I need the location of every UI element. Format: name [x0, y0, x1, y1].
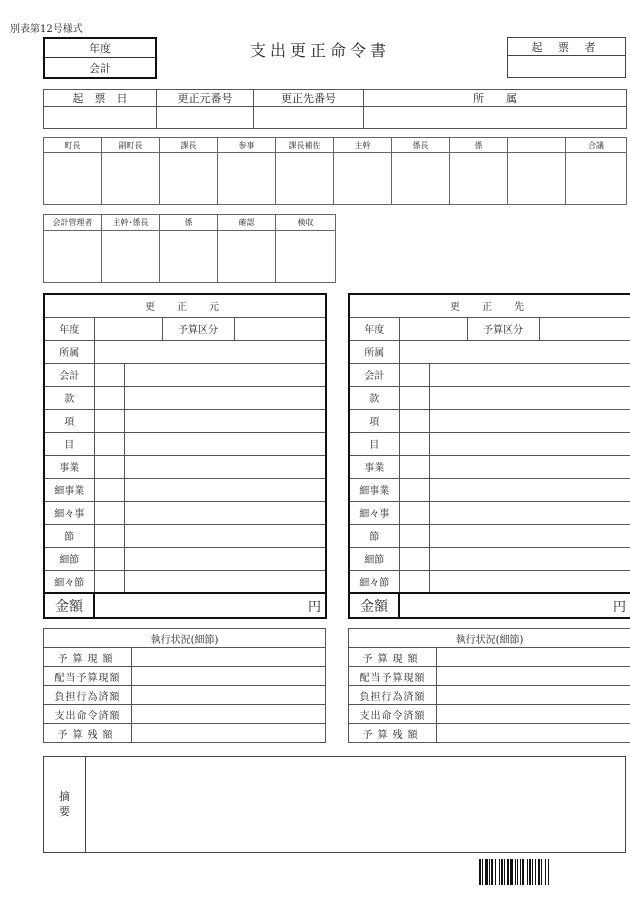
name-field[interactable]: [124, 501, 326, 524]
stamp-cell[interactable]: [44, 153, 102, 205]
accounting-header-chief: 主幹･係長: [102, 215, 160, 231]
budget-current-label: 予算現額: [44, 648, 132, 667]
year-label: 年度: [349, 317, 399, 340]
name-field[interactable]: [429, 570, 630, 593]
stamp-cell[interactable]: [276, 153, 334, 205]
stamp-cell[interactable]: [218, 153, 276, 205]
document-title: 支出更正命令書: [249, 41, 390, 60]
code-field[interactable]: [94, 501, 124, 524]
row-label-project: 事業: [44, 455, 94, 478]
approval-header-mayor: 町長: [44, 138, 102, 153]
row-label-setsu: 節: [44, 524, 94, 547]
allocated-budget-label: 配当予算現額: [349, 667, 437, 686]
budget-remaining-field[interactable]: [437, 724, 630, 743]
row-label-subsubproject: 細々事: [44, 501, 94, 524]
execution-status-source-table: [43, 628, 326, 743]
approval-header-consultation: 合議: [566, 138, 627, 153]
info-header-draft-date: 起 票 日: [44, 90, 157, 107]
year-field[interactable]: [399, 317, 467, 340]
stamp-cell[interactable]: [160, 153, 218, 205]
row-label-saisetsu: 細節: [44, 547, 94, 570]
payment-order-label: 支出命令済額: [44, 705, 132, 724]
code-field[interactable]: [399, 501, 429, 524]
code-field[interactable]: [94, 570, 124, 593]
allocated-budget-field[interactable]: [132, 667, 326, 686]
row-label-kou: 項: [349, 409, 399, 432]
row-label-setsu: 節: [349, 524, 399, 547]
name-field[interactable]: [124, 409, 326, 432]
commitment-label: 負担行為済額: [349, 686, 437, 705]
stamp-cell[interactable]: [334, 153, 392, 205]
accounting-header-confirm: 確認: [218, 215, 276, 231]
name-field[interactable]: [124, 386, 326, 409]
stamp-cell[interactable]: [450, 153, 508, 205]
budget-category-label: 予算区分: [162, 317, 234, 340]
budget-current-label: 予算現額: [349, 648, 437, 667]
name-field[interactable]: [429, 363, 630, 386]
allocated-budget-label: 配当予算現額: [44, 667, 132, 686]
accounting-header-staff: 係: [160, 215, 218, 231]
year-field[interactable]: [94, 317, 162, 340]
name-field[interactable]: [124, 363, 326, 386]
payment-order-field[interactable]: [132, 705, 326, 724]
name-field[interactable]: [124, 547, 326, 570]
stamp-cell[interactable]: [392, 153, 450, 205]
name-field[interactable]: [429, 455, 630, 478]
year-label: 年度: [45, 39, 155, 58]
execution-destination-title: 執行状況(細節): [349, 629, 630, 648]
execution-source-title: 執行状況(細節): [44, 629, 326, 648]
affiliation-label: 所属: [44, 340, 94, 363]
accounting-stamp-table: [43, 214, 336, 283]
stamp-cell[interactable]: [566, 153, 627, 205]
budget-remaining-label: 予算残額: [349, 724, 437, 743]
code-field[interactable]: [94, 432, 124, 455]
row-label-kou: 項: [44, 409, 94, 432]
row-label-subproject: 細事業: [349, 478, 399, 501]
budget-current-field[interactable]: [437, 648, 630, 667]
name-field[interactable]: [429, 547, 630, 570]
affiliation-field[interactable]: [94, 340, 326, 363]
name-field[interactable]: [429, 501, 630, 524]
approval-header-subsection-chief: 係長: [392, 138, 450, 153]
stamp-cell[interactable]: [160, 231, 218, 283]
commitment-label: 負担行為済額: [44, 686, 132, 705]
code-field[interactable]: [399, 570, 429, 593]
row-label-subsubproject: 細々事: [349, 501, 399, 524]
code-field[interactable]: [94, 409, 124, 432]
code-field[interactable]: [399, 363, 429, 386]
name-field[interactable]: [429, 478, 630, 501]
row-label-moku: 目: [349, 432, 399, 455]
remarks-field[interactable]: [86, 757, 625, 852]
stamp-cell[interactable]: [218, 231, 276, 283]
name-field[interactable]: [429, 432, 630, 455]
approval-header-assistant-chief: 課長補佐: [276, 138, 334, 153]
remarks-label-char: 摘: [59, 790, 70, 804]
budget-category-label: 予算区分: [467, 317, 539, 340]
name-field[interactable]: [124, 455, 326, 478]
amount-field[interactable]: [399, 593, 630, 618]
approval-header-chief-officer: 主幹: [334, 138, 392, 153]
row-label-account: 会計: [44, 363, 94, 386]
budget-current-field[interactable]: [132, 648, 326, 667]
approval-header-blank: [508, 138, 566, 153]
amount-label: 金額: [349, 593, 399, 618]
approval-header-staff: 係: [450, 138, 508, 153]
code-field[interactable]: [399, 409, 429, 432]
accounting-header-manager: 会計管理者: [44, 215, 102, 231]
stamp-cell[interactable]: [102, 153, 160, 205]
code-field[interactable]: [399, 455, 429, 478]
approval-stamp-table: [43, 137, 627, 205]
stamp-cell[interactable]: [44, 231, 102, 283]
row-label-saisaisetsu: 細々節: [349, 570, 399, 593]
approval-header-counselor: 参事: [218, 138, 276, 153]
commitment-field[interactable]: [437, 686, 630, 705]
year-label: 年度: [44, 317, 94, 340]
name-field[interactable]: [124, 524, 326, 547]
source-number-field[interactable]: [157, 107, 254, 129]
remarks-label: [44, 757, 86, 852]
drafter-label: 起 票 者: [508, 38, 625, 56]
info-header-destination-number: 更正先番号: [254, 90, 364, 107]
correction-source-table: [43, 293, 327, 619]
code-field[interactable]: [399, 524, 429, 547]
name-field[interactable]: [124, 478, 326, 501]
info-header-source-number: 更正元番号: [157, 90, 254, 107]
affiliation-field[interactable]: [364, 107, 627, 129]
row-label-kan: 款: [349, 386, 399, 409]
row-label-saisetsu: 細節: [349, 547, 399, 570]
correction-destination-title: 更 正 先: [349, 294, 630, 317]
budget-category-field[interactable]: [234, 317, 326, 340]
row-label-moku: 目: [44, 432, 94, 455]
allocated-budget-field[interactable]: [437, 667, 630, 686]
approval-header-deputy-mayor: 副町長: [102, 138, 160, 153]
barcode: [479, 859, 614, 885]
code-field[interactable]: [94, 386, 124, 409]
approval-header-section-chief: 課長: [160, 138, 218, 153]
code-field[interactable]: [94, 363, 124, 386]
name-field[interactable]: [124, 432, 326, 455]
year-account-box: [43, 37, 157, 79]
code-field[interactable]: [94, 524, 124, 547]
destination-number-field[interactable]: [254, 107, 364, 129]
correction-destination-table: [348, 293, 630, 619]
stamp-cell[interactable]: [102, 231, 160, 283]
payment-order-field[interactable]: [437, 705, 630, 724]
correction-source-title: 更 正 元: [44, 294, 326, 317]
row-label-subproject: 細事業: [44, 478, 94, 501]
info-table: [43, 89, 627, 129]
account-label: 会計: [89, 61, 111, 75]
drafter-box: [507, 37, 626, 78]
affiliation-field[interactable]: [399, 340, 630, 363]
payment-order-label: 支出命令済額: [349, 705, 437, 724]
form-number: 別表第12号様式: [10, 24, 83, 35]
code-field[interactable]: [94, 478, 124, 501]
code-field[interactable]: [399, 432, 429, 455]
amount-label: 金額: [44, 593, 94, 618]
stamp-cell[interactable]: [276, 231, 336, 283]
info-header-affiliation: 所 属: [364, 90, 627, 107]
remarks-box: [43, 756, 626, 853]
yen-unit: 円: [308, 600, 322, 615]
name-field[interactable]: [124, 570, 326, 593]
name-field[interactable]: [429, 386, 630, 409]
budget-remaining-field[interactable]: [132, 724, 326, 743]
amount-field[interactable]: [94, 593, 326, 618]
barcode-bar: [549, 859, 550, 885]
code-field[interactable]: [399, 386, 429, 409]
budget-remaining-label: 予算残額: [44, 724, 132, 743]
row-label-project: 事業: [349, 455, 399, 478]
stamp-cell[interactable]: [508, 153, 566, 205]
yen-unit: 円: [613, 600, 627, 615]
commitment-field[interactable]: [132, 686, 326, 705]
draft-date-field[interactable]: [44, 107, 157, 129]
code-field[interactable]: [94, 547, 124, 570]
accounting-header-inspection: 検収: [276, 215, 336, 231]
code-field[interactable]: [399, 547, 429, 570]
execution-status-destination-table: [348, 628, 630, 743]
row-label-kan: 款: [44, 386, 94, 409]
name-field[interactable]: [429, 409, 630, 432]
code-field[interactable]: [399, 478, 429, 501]
code-field[interactable]: [94, 455, 124, 478]
row-label-saisaisetsu: 細々節: [44, 570, 94, 593]
row-label-account: 会計: [349, 363, 399, 386]
remarks-label-char: 要: [59, 804, 70, 818]
drafter-field[interactable]: [508, 56, 625, 77]
name-field[interactable]: [429, 524, 630, 547]
budget-category-field[interactable]: [539, 317, 630, 340]
affiliation-label: 所属: [349, 340, 399, 363]
